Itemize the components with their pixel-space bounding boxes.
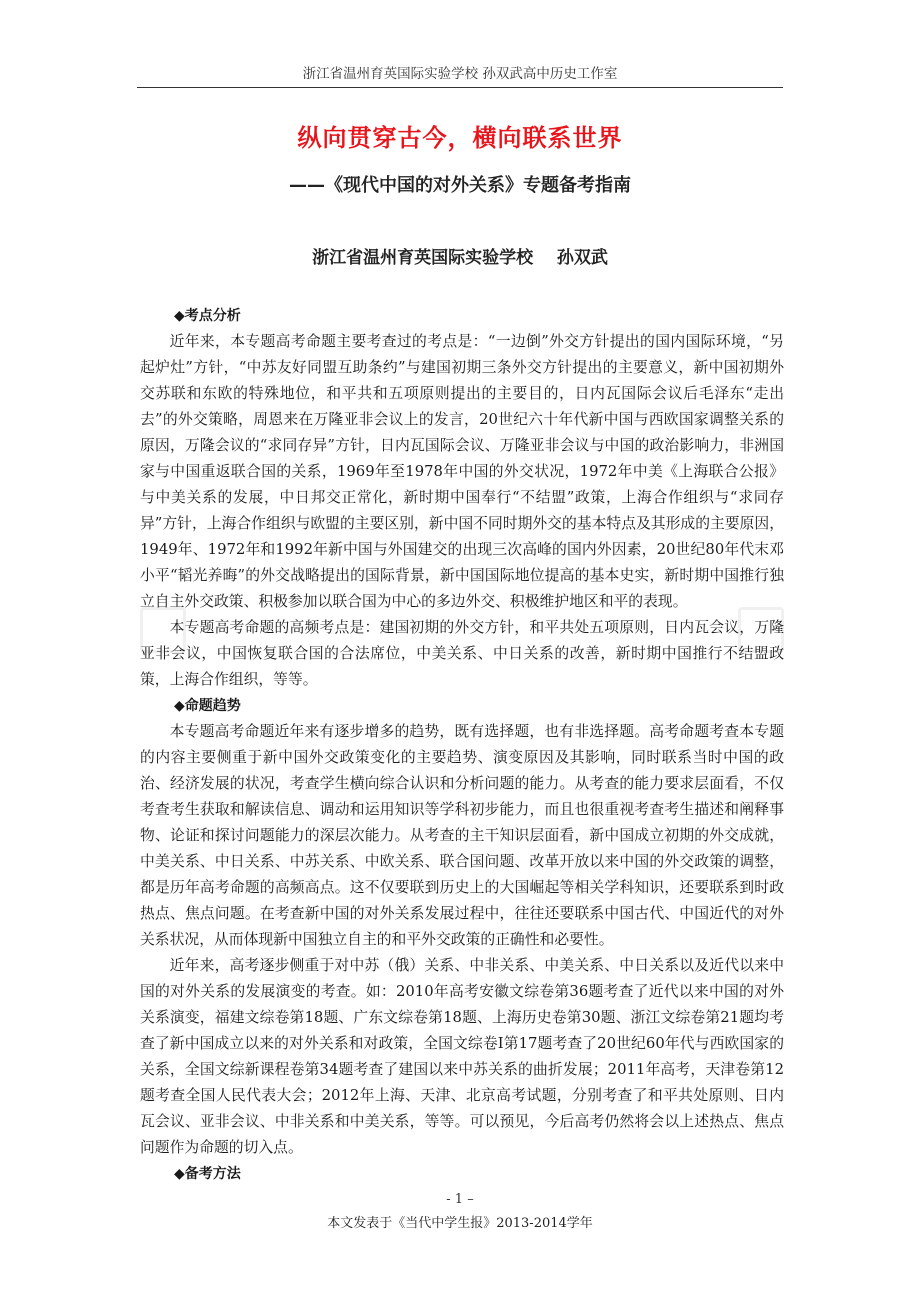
- main-title: 纵向贯穿古今，横向联系世界: [297, 124, 623, 152]
- subtitle: ——《现代中国的对外关系》专题备考指南: [289, 175, 631, 196]
- paragraph: 本专题高考命题近年来有逐步增多的趋势，既有选择题，也有非选择题。高考命题考查本专题的内容主要侧重于新中国外交政策变化的主要趋势、演变原因及其影响，同时联系当时中国的政治、经济发展的状况，考查学生横向综合认识和分析问题的能力。从考查的能力要求层面看，不仅考查考生获取和解读信息、调动和运用知识等学科初步能力，而且也很重视考查考生描述和阐释事物、论证和探讨问题能力的深层次能力。从考查的主干知识层面看，新中国成立初期的外交成就，中美关系、中日关系、中苏关系、中欧关系、联合国问题、改革开放以来中国的外交政策的调整，都是历年高考命题的高频高点。这不仅要联到历史上的大国崛起等相关学科知识，还要联系到时政热点、焦点问题。在考查新中国的对外关系发展过程中，往往还要联系中国古代、中国近代的对外关系状况，从而体现新中国独立自主的和平外交政策的正确性和必要性。: [140, 723, 784, 948]
- article-body: [140, 303, 784, 1187]
- page-footer: 本文发表于《当代中学生报》2013-2014学年: [327, 1216, 593, 1231]
- header-rule: [137, 87, 783, 88]
- section-heading-analysis: ◆考点分析: [174, 308, 241, 324]
- paragraph: 近年来，高考逐步侧重于对中苏（俄）关系、中非关系、中美关系、中日关系以及近代以来中国的对外关系的发展演变的考查。如：2010年高考安徽文综卷第36题考查了近代以来中国的对外关系演变，福建文综卷第18题、广东文综卷第18题、上海历史卷第30题、浙江文综卷第21题均考查了新中国成立以来的对外关系和对政策，全国文综卷Ⅰ第17题考查了20世纪60年代与西欧国家的关系，全国文综新课程卷第34题考查了建国以来中苏关系的曲折发展；2011年高考，天津卷第12题考查全国人民代表大会；2012年上海、天津、北京高考试题，分别考查了和平共处原则、日内瓦会议、亚非会议、中非关系和中美关系，等等。可以预见，今后高考仍然将会以上述热点、焦点问题作为命题的切入点。: [140, 957, 784, 1156]
- section-heading-trend: ◆命题趋势: [174, 698, 241, 714]
- paragraph: 近年来，本专题高考命题主要考查过的考点是：“一边倒”外交方针提出的国内国际环境，“另起炉灶”方针，“中苏友好同盟互助条约”与建国初期三条外交方针提出的主要意义，新中国初期外交苏联和东欧的特殊地位，和平共和五项原则提出的主要目的，日内瓦国际会议后毛泽东“走出去”的外交策略，周恩来在万隆亚非会议上的发言，20世纪六十年代新中国与西欧国家调整关系的原因，万隆会议的“求同存异”方针，日内瓦国际会议、万隆亚非会议与中国的政治影响力，非洲国家与中国重返联合国的关系，1969年至1978年中国的外交状况，1972年中美《上海联合公报》与中美关系的发展，中日邦交正常化，新时期中国奉行“不结盟”政策，上海合作组织与“求同存异”方针，上海合作组织与欧盟的主要区别，新中国不同时期外交的基本特点及其形成的主要原因，1949年、1972年和1992年新中国与外国建交的出现三次高峰的国内外因素，20世纪80年代末邓小平“韬光养晦”的外交战略提出的国际背景，新中国国际地位提高的基本史实，新时期中国推行独立自主外交政策、积极参加以联合国为中心的多边外交、积极维护地区和平的表现。: [140, 333, 784, 610]
- paragraph: 本专题高考命题的高频考点是：建国初期的外交方针，和平共处五项原则，日内瓦会议，万隆亚非会议，中国恢复联合国的合法席位，中美关系、中日关系的改善，新时期中国推行不结盟政策，上海合作组织，等等。: [140, 619, 784, 688]
- author-line: 浙江省温州育英国际实验学校 孙双武: [312, 248, 608, 268]
- section-heading-method: ◆备考方法: [174, 1166, 241, 1182]
- page-number: - 1 –: [446, 1192, 474, 1207]
- page-header: 浙江省温州育英国际实验学校 孙双武高中历史工作室: [302, 66, 618, 82]
